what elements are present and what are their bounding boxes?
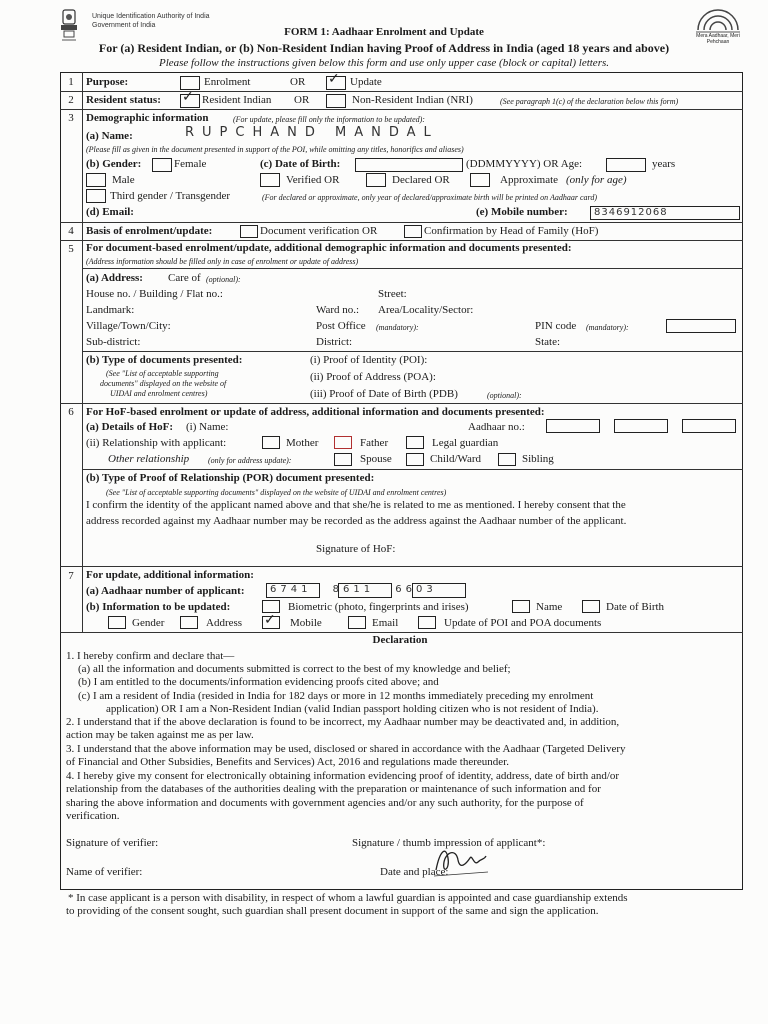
demographic-label: Demographic information	[86, 112, 209, 124]
hof-signature-label: Signature of HoF:	[316, 543, 396, 555]
section-number: 5	[68, 243, 74, 255]
email-label: (d) Email:	[86, 206, 134, 218]
form-title: FORM 1: Aadhaar Enrolment and Update	[284, 26, 484, 38]
care-of-optional: (optional):	[206, 275, 241, 284]
declaration-line: 2. I understand that if the above declaration is found to be incorrect, my Aadhaar number may be deactivated and, in addition,	[66, 716, 620, 728]
male-checkbox[interactable]	[86, 173, 106, 187]
hof-aadhaar-input-1[interactable]	[546, 419, 600, 433]
footnote-line-2: to providing of the consent sought, such guardian shall present document in support of the same and sign the application.	[66, 905, 599, 917]
biometric-label: Biometric (photo, fingerprints and irises)	[288, 601, 469, 613]
child-ward-label: Child/Ward	[430, 453, 482, 465]
declaration-line: 4. I hereby give my consent for electronically obtaining information evidencing proof of identity, address, date of birth and/or	[66, 770, 620, 782]
row-divider	[60, 240, 743, 241]
care-of-label: Care of	[168, 272, 201, 284]
date-place-label: Date and place:	[380, 866, 449, 878]
name-label: (a) Name:	[86, 130, 133, 142]
biometric-checkbox[interactable]	[262, 600, 280, 613]
resident-indian-label: Resident Indian	[202, 94, 272, 106]
documents-note-2: documents" displayed on the website of	[100, 379, 227, 388]
hof-aadhaar-input-3[interactable]	[682, 419, 736, 433]
applicant-signature-image	[430, 840, 490, 880]
poi-poa-update-label: Update of POI and POA documents	[444, 617, 602, 629]
documents-note-1: (See "List of acceptable supporting	[106, 369, 219, 378]
hof-details-label: (a) Details of HoF:	[86, 421, 174, 433]
applicant-aadhaar-value: 6741 8611 6603	[270, 584, 437, 595]
sibling-checkbox[interactable]	[498, 453, 516, 466]
check-mark-icon: ✓	[328, 72, 340, 87]
form-subtitle: For (a) Resident Indian, or (b) Non-Resident Indian having Proof of Address in India (aged 18 years and above)	[98, 41, 670, 55]
mobile-value: 8346912068	[594, 207, 668, 218]
approximate-label: Approximate	[500, 174, 559, 186]
post-office-mandatory: (mandatory):	[376, 323, 419, 332]
declaration-line: 3. I understand that the above information may be used, disclosed or shared in accordance with the Aadhaar (Targeted Delivery	[66, 743, 626, 755]
approximate-note: (only for age)	[566, 174, 627, 186]
post-office-label: Post Office	[316, 320, 366, 332]
district-label: District:	[316, 336, 353, 348]
section-number: 1	[68, 76, 74, 88]
section-number: 4	[68, 225, 74, 237]
email-update-checkbox[interactable]	[348, 616, 366, 629]
street-label: Street:	[378, 288, 407, 300]
applicant-aadhaar-label: (a) Aadhaar number of applicant:	[86, 585, 245, 597]
mobile-label: (e) Mobile number:	[476, 206, 568, 218]
footnote-line-1: * In case applicant is a person with disability, in respect of whom a lawful guardian is appointed and case guardianship extends	[68, 892, 628, 904]
declaration-line: of Financial and Other Subsidies, Benefits and Services) Act, 2016 and regulations made thereunder.	[66, 756, 509, 768]
father-label: Father	[360, 437, 389, 449]
declaration-line: action may be taken against me as per law.	[66, 729, 254, 741]
row-divider	[60, 222, 743, 223]
update-label: Update	[350, 76, 382, 88]
info-to-update-label: (b) Information to be updated:	[86, 601, 231, 613]
state-label: State:	[535, 336, 561, 348]
hof-based-label: For HoF-based enrolment or update of address, additional information and documents presented:	[86, 406, 545, 418]
declaration-line: 1. I hereby confirm and declare that—	[66, 650, 235, 662]
sibling-label: Sibling	[522, 453, 554, 465]
section-number: 3	[68, 112, 74, 124]
documents-note-3: UIDAI and enrolment centres)	[110, 389, 208, 398]
father-checkbox[interactable]	[334, 436, 352, 449]
years-label: years	[652, 158, 676, 170]
relationship-label: (ii) Relationship with applicant:	[86, 437, 227, 449]
section-number: 6	[68, 406, 74, 418]
legal-guardian-checkbox[interactable]	[406, 436, 424, 449]
other-relationship-label: Other relationship	[108, 453, 190, 465]
pdb-label: (iii) Proof of Date of Birth (PDB)	[310, 388, 458, 400]
declaration-line: relationship from the databases of the authorities dealing with the preparation or maintenance of such information and for	[66, 783, 601, 795]
row-divider	[60, 566, 743, 567]
legal-guardian-label: Legal guardian	[432, 437, 499, 449]
verifier-name-label: Name of verifier:	[66, 866, 143, 878]
male-label: Male	[112, 174, 135, 186]
pin-input[interactable]	[666, 319, 736, 333]
purpose-label: Purpose:	[86, 76, 129, 88]
child-ward-checkbox[interactable]	[406, 453, 424, 466]
or-label: OR	[294, 94, 310, 106]
row-divider	[60, 109, 743, 110]
hof-confirmation-checkbox[interactable]	[404, 225, 422, 238]
house-label: House no. / Building / Flat no.:	[86, 288, 223, 300]
check-mark-icon: ✓	[264, 613, 276, 628]
dob-update-label: Date of Birth	[606, 601, 665, 613]
pdb-optional: (optional):	[487, 391, 522, 400]
hof-name-label: (i) Name:	[186, 421, 229, 433]
female-checkbox[interactable]	[152, 158, 172, 172]
approx-long-note: (For declared or approximate, only year of declared/approximate birth will be printed on Aadhaar card)	[262, 193, 597, 202]
row-divider	[60, 91, 743, 92]
declaration-line: (c) I am a resident of India (resided in India for 182 days or more in 12 months immediately preceding my enrolment	[78, 690, 594, 702]
address-update-label: Address	[206, 617, 243, 629]
applicant-signature-label: Signature / thumb impression of applicant*:	[352, 837, 546, 849]
documents-presented-label: (b) Type of documents presented:	[86, 354, 243, 366]
hof-aadhaar-label: Aadhaar no.:	[468, 421, 525, 433]
declared-checkbox[interactable]	[366, 173, 386, 187]
third-gender-label: Third gender / Transgender	[110, 190, 231, 202]
poi-poa-update-checkbox[interactable]	[418, 616, 436, 629]
declaration-title: Declaration	[372, 634, 428, 646]
village-label: Village/Town/City:	[86, 320, 171, 332]
agency-line-2: Government of India	[92, 22, 156, 29]
por-note: (See "List of acceptable supporting documents" displayed on the website of UIDAI and enrolment centres)	[106, 488, 447, 497]
declaration-line: (b) I am entitled to the documents/information evidencing proofs cited above; and	[78, 676, 439, 688]
verifier-signature-label: Signature of verifier:	[66, 837, 159, 849]
name-update-checkbox[interactable]	[512, 600, 530, 613]
area-label: Area/Locality/Sector:	[378, 304, 474, 316]
por-label: (b) Type of Proof of Relationship (POR) document presented:	[86, 472, 375, 484]
female-label: Female	[174, 158, 207, 170]
document-based-label: For document-based enrolment/update, additional demographic information and documents presented:	[86, 242, 572, 254]
declared-label: Declared OR	[392, 174, 450, 186]
name-update-label: Name	[536, 601, 563, 613]
mobile-update-label: Mobile	[290, 617, 322, 629]
row-divider	[60, 632, 743, 633]
poa-label: (ii) Proof of Address (POA):	[310, 371, 436, 383]
subdistrict-label: Sub-district:	[86, 336, 141, 348]
basis-label: Basis of enrolment/update:	[86, 225, 213, 237]
hof-confirm-line-1: I confirm the identity of the applicant named above and that she/he is related to me as mentioned. I hereby consent that the	[86, 499, 626, 511]
address-label: (a) Address:	[86, 272, 143, 284]
check-mark-icon: ✓	[182, 90, 194, 105]
declaration-line: verification.	[66, 810, 120, 822]
pin-label: PIN code	[535, 320, 577, 332]
gender-update-checkbox[interactable]	[108, 616, 126, 629]
form-instruction: Please follow the instructions given below this form and use only upper case (block or capital) letters.	[158, 57, 610, 69]
dob-input[interactable]	[355, 158, 463, 172]
gender-update-label: Gender	[132, 617, 165, 629]
brand-tagline: Mera Aadhaar, Meri Pehchaan	[696, 33, 740, 45]
age-input[interactable]	[606, 158, 646, 172]
mother-checkbox[interactable]	[262, 436, 280, 449]
dob-update-checkbox[interactable]	[582, 600, 600, 613]
dob-format-label: (DDMMYYYY) OR Age:	[466, 158, 583, 170]
spouse-checkbox[interactable]	[334, 453, 352, 466]
hof-aadhaar-input-2[interactable]	[614, 419, 668, 433]
row-divider	[82, 351, 743, 352]
hof-confirm-line-2: address recorded against my Aadhaar number may be recorded as the address against the Aadhaar number of the applicant.	[86, 515, 627, 527]
or-label: OR	[290, 76, 306, 88]
demographic-note: (For update, please fill only the information to be updated):	[233, 115, 425, 124]
approximate-checkbox[interactable]	[470, 173, 490, 187]
declaration-line: application) OR I am a Non-Resident Indian (valid Indian passport holding citizen who is not resident of India).	[106, 703, 599, 715]
agency-line-1: Unique Identification Authority of India	[92, 13, 210, 20]
resident-status-label: Resident status:	[86, 94, 161, 106]
spouse-label: Spouse	[360, 453, 392, 465]
verified-checkbox[interactable]	[260, 173, 280, 187]
row-divider	[60, 403, 743, 404]
row-divider	[82, 268, 743, 269]
gender-label: (b) Gender:	[86, 158, 142, 170]
nri-checkbox[interactable]	[326, 94, 346, 108]
number-column-divider	[82, 72, 83, 632]
pin-mandatory: (mandatory):	[586, 323, 629, 332]
third-gender-checkbox[interactable]	[86, 189, 106, 203]
row-divider	[82, 469, 743, 470]
landmark-label: Landmark:	[86, 304, 135, 316]
nri-label: Non-Resident Indian (NRI)	[352, 94, 473, 106]
hof-confirmation-label: Confirmation by Head of Family (HoF)	[424, 225, 599, 237]
section-number: 7	[68, 570, 74, 582]
declaration-line: sharing the above information and documents with government agencies and/or any such authority, for the purpose of	[66, 797, 584, 809]
mother-label: Mother	[286, 437, 319, 449]
address-update-checkbox[interactable]	[180, 616, 198, 629]
verified-label: Verified OR	[286, 174, 340, 186]
address-note: (Address information should be filled only in case of enrolment or update of address)	[86, 257, 359, 266]
update-info-label: For update, additional information:	[86, 569, 254, 581]
resident-note: (See paragraph 1(c) of the declaration below this form)	[500, 97, 679, 106]
email-update-label: Email	[372, 617, 399, 629]
ward-label: Ward no.:	[316, 304, 360, 316]
other-relationship-note: (only for address update):	[208, 456, 292, 465]
name-field[interactable]: RUPCHAND MANDAL	[185, 125, 439, 140]
dob-label: (c) Date of Birth:	[260, 158, 341, 170]
section-number: 2	[68, 94, 74, 106]
enrolment-checkbox[interactable]	[180, 76, 200, 90]
document-verification-label: Document verification OR	[260, 225, 378, 237]
poi-label: (i) Proof of Identity (POI):	[310, 354, 428, 366]
document-verification-checkbox[interactable]	[240, 225, 258, 238]
enrolment-label: Enrolment	[204, 76, 251, 88]
name-note: (Please fill as given in the document presented in support of the POI, while omitting any titles, honorifics and aliases)	[86, 145, 464, 154]
declaration-line: (a) all the information and documents submitted is correct to the best of my knowledge and belief;	[78, 663, 511, 675]
